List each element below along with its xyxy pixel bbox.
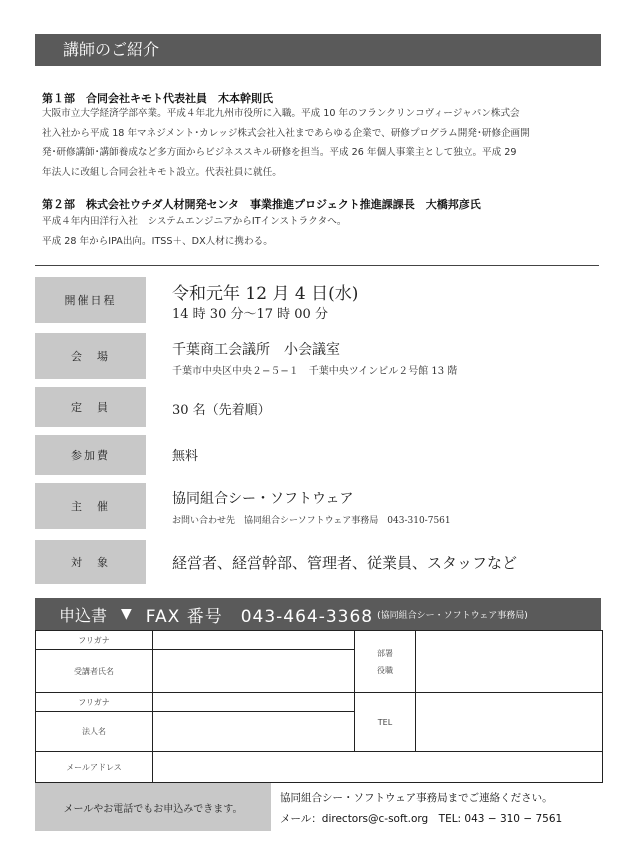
company-field[interactable] xyxy=(152,711,355,752)
capacity-value: 30 名（先着順） xyxy=(172,403,271,418)
department-position-label xyxy=(354,630,416,693)
part1-bio-line: 発･研修講師･講師養成など多方面からビジネススキル研修を担当。平成 26 年個人事業主として独立。平成 29 xyxy=(42,147,517,158)
venue-label: 会 場 xyxy=(35,333,146,379)
application-form xyxy=(35,630,603,783)
position-label: 役職 xyxy=(377,665,393,675)
target-label: 対 象 xyxy=(35,540,146,584)
part2-bio-line: 平成４年内田洋行入社 システムエンジニアからITインストラクタへ。 xyxy=(42,216,347,227)
footer-contact-line: 協同組合シー・ソフトウェア事務局までご連絡ください。 xyxy=(280,792,553,804)
company-label: 法人名 xyxy=(35,711,153,752)
name-field[interactable] xyxy=(152,649,355,693)
date-value: 令和元年 12 月 4 日(水) xyxy=(172,284,359,304)
department-position-field[interactable] xyxy=(415,630,603,693)
fax-note: (協同組合シー・ソフトウェア事務局) xyxy=(377,610,528,621)
part1-title: 第１部 合同会社キモト代表社員 木本幹則氏 xyxy=(42,92,273,105)
tel-field[interactable] xyxy=(415,692,603,752)
furigana-label: フリガナ xyxy=(35,630,153,650)
part1-bio-line: 社入社から平成 18 年マネジメント･カレッジ株式会社入社まであらゆる企業で、研修プログラム開発･研修企画開 xyxy=(42,127,530,139)
fee-value: 無料 xyxy=(172,449,199,464)
fax-header xyxy=(35,598,601,630)
date-label: 開催日程 xyxy=(35,277,146,323)
furigana-field[interactable] xyxy=(152,630,355,650)
venue-name: 千葉商工会議所 小会議室 xyxy=(172,342,340,358)
name-label: 受講者氏名 xyxy=(35,649,153,693)
time-value: 14 時 30 分～17 時 00 分 xyxy=(172,307,328,322)
application-title: 申込書 xyxy=(59,605,108,625)
tel-label: TEL xyxy=(354,692,416,752)
part1-bio xyxy=(42,104,594,182)
part1-bio-line: 大阪市立大学経済学部卒業。平成４年北九州市役所に入職。平成 10 年のフランクリンコヴィージャパン株式会 xyxy=(42,108,520,119)
arrow-down-icon: ▼ xyxy=(121,606,132,622)
department-label: 部署 xyxy=(377,648,393,658)
target-value: 経営者、経営幹部、管理者、従業員、スタッフなど xyxy=(172,554,518,572)
host-name: 協同組合シー・ソフトウェア xyxy=(172,491,354,507)
email-field[interactable] xyxy=(152,751,603,783)
part2-title: 第２部 株式会社ウチダ人材開発センタ 事業推進プロジェクト推進課課長 大橋邦彦氏 xyxy=(42,198,481,211)
furigana2-label: フリガナ xyxy=(35,692,153,712)
fax-number: FAX 番号 043-464-3368 xyxy=(145,606,374,627)
speakers-header: 講師のご紹介 xyxy=(35,34,601,66)
part1-bio-line: 年法人に改組し合同会社キモト設立。代表社員に就任。 xyxy=(42,166,282,178)
capacity-label: 定 員 xyxy=(35,387,146,427)
venue-address: 千葉市中央区中央２−５−１ 千葉中央ツインビル２号館 13 階 xyxy=(172,366,458,377)
email-label: メールアドレス xyxy=(35,751,153,783)
footer-email-tel: メール：directors@c-soft.org TEL: 043 − 310 − 7561 xyxy=(280,813,563,825)
host-contact: お問い合わせ先 協同組合シーソフトウェア事務局 043-310-7561 xyxy=(172,516,451,526)
fee-label: 参加費 xyxy=(35,435,146,475)
part2-bio xyxy=(42,212,594,251)
section-divider xyxy=(35,265,599,266)
footer-note: メールやお電話でもお申込みできます。 xyxy=(35,783,271,831)
furigana2-field[interactable] xyxy=(152,692,355,712)
part2-bio-line: 平成 28 年からIPA出向。ITSS＋、DX人材に携わる。 xyxy=(42,235,273,247)
host-label: 主 催 xyxy=(35,483,146,529)
